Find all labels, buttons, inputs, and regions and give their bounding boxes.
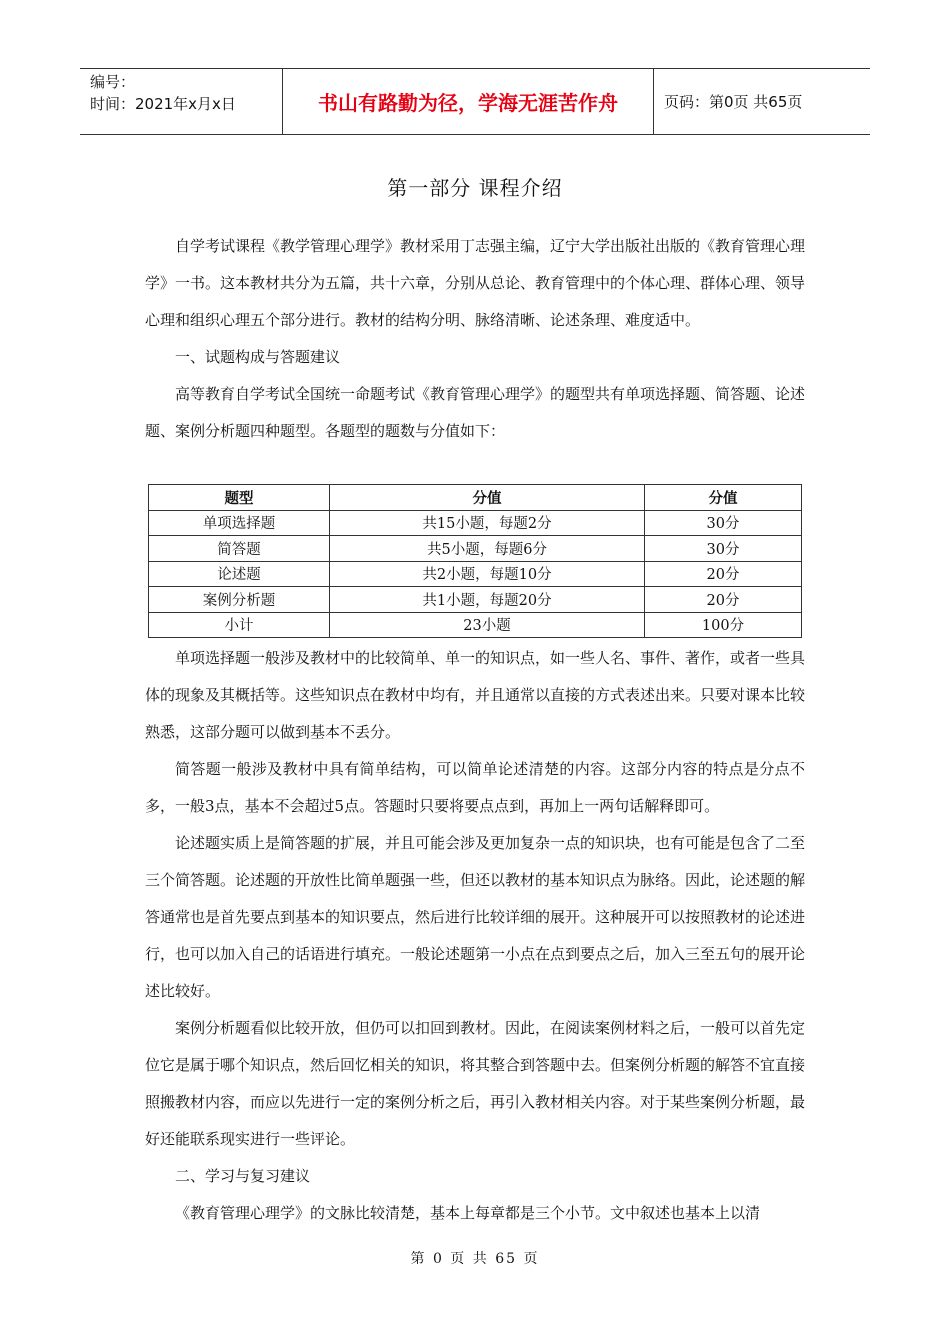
advice-section — [145, 640, 805, 1232]
table-row — [149, 561, 802, 587]
score-table — [148, 484, 802, 638]
table-cell: 简答题 — [149, 536, 330, 562]
table-cell: 论述题 — [149, 561, 330, 587]
table-cell: 30分 — [645, 536, 802, 562]
table-cell: 共2小题，每题10分 — [330, 561, 645, 587]
paragraph: 单项选择题一般涉及教材中的比较简单、单一的知识点，如一些人名、事件、著作，或者一些具体的现象及其概括等。这些知识点在教材中均有，并且通常以直接的方式表述出来。只要对课本比较熟悉，这部分题可以做到基本不丢分。 — [145, 649, 806, 741]
section-heading: 一、试题构成与答题建议 — [175, 348, 341, 366]
table-cell: 20分 — [645, 561, 802, 587]
paragraph: 案例分析题看似比较开放，但仍可以扣回到教材。因此，在阅读案例材料之后，一般可以首先定位它是属于哪个知识点，然后回忆相关的知识，将其整合到答题中去。但案例分析题的解答不宜直接照搬教材内容，而应以先进行一定的案例分析之后，再引入教材相关内容。对于某些案例分析题，最好还能联系现实进行一些评论。 — [145, 1019, 806, 1148]
column-header: 分值 — [330, 485, 645, 511]
paragraph: 高等教育自学考试全国统一命题考试《教育管理心理学》的题型共有单项选择题、简答题、论述题、案例分析题四种题型。各题型的题数与分值如下： — [145, 385, 806, 440]
number-label: 编号： — [90, 73, 136, 91]
paragraph: 自学考试课程《教学管理心理学》教材采用丁志强主编，辽宁大学出版社出版的《教育管理心理学》一书。这本教材共分为五篇，共十六章，分别从总论、教育管理中的个体心理、群体心理、领导心理和组织心理五个部分进行。教材的结构分明、脉络清晰、论述条理、难度适中。 — [145, 237, 806, 329]
table-cell: 共15小题，每题2分 — [330, 510, 645, 536]
page-footer: 第 0 页 共 65 页 — [410, 1251, 540, 1267]
table-cell: 23小题 — [330, 612, 645, 638]
page-title: 第一部分 课程介绍 — [387, 176, 563, 200]
table-row — [149, 587, 802, 613]
section-heading: 二、学习与复习建议 — [175, 1167, 311, 1185]
table-cell: 20分 — [645, 587, 802, 613]
column-header: 分值 — [645, 485, 802, 511]
time-label: 时间：2021年x月x日 — [90, 95, 236, 113]
table-cell: 案例分析题 — [149, 587, 330, 613]
table-cell: 单项选择题 — [149, 510, 330, 536]
table-cell: 30分 — [645, 510, 802, 536]
paragraph: 《教育管理心理学》的文脉比较清楚，基本上每章都是三个小节。文中叙述也基本上以清 — [175, 1204, 761, 1222]
paragraph: 简答题一般涉及教材中具有简单结构，可以简单论述清楚的内容。这部分内容的特点是分点不多，一般3点，基本不会超过5点。答题时只要将要点点到，再加上一两句话解释即可。 — [145, 760, 805, 815]
table-cell: 共1小题，每题20分 — [330, 587, 645, 613]
table-cell: 共5小题，每题6分 — [330, 536, 645, 562]
header-meta — [80, 69, 282, 134]
header-page-code: 页码：第0页 共65页 — [664, 93, 803, 111]
table-row — [149, 536, 802, 562]
column-header: 题型 — [149, 485, 330, 511]
page-header — [80, 68, 870, 135]
table-row — [149, 510, 802, 536]
table-cell: 100分 — [645, 612, 802, 638]
table-row — [149, 612, 802, 638]
paragraph: 论述题实质上是简答题的扩展，并且可能会涉及更加复杂一点的知识块，也有可能是包含了二至三个简答题。论述题的开放性比简单题强一些，但还以教材的基本知识点为脉络。因此，论述题的解答通常也是首先要点到基本的知识要点，然后进行比较详细的展开。这种展开可以按照教材的论述进行，也可以加入自己的话语进行填充。一般论述题第一小点在点到要点之后，加入三至五句的展开论述比较好。 — [145, 834, 806, 1000]
header-motto: 书山有路勤为径，学海无涯苦作舟 — [282, 69, 654, 134]
table-cell: 小计 — [149, 612, 330, 638]
table-header-row — [149, 485, 802, 511]
intro-section — [145, 228, 805, 450]
